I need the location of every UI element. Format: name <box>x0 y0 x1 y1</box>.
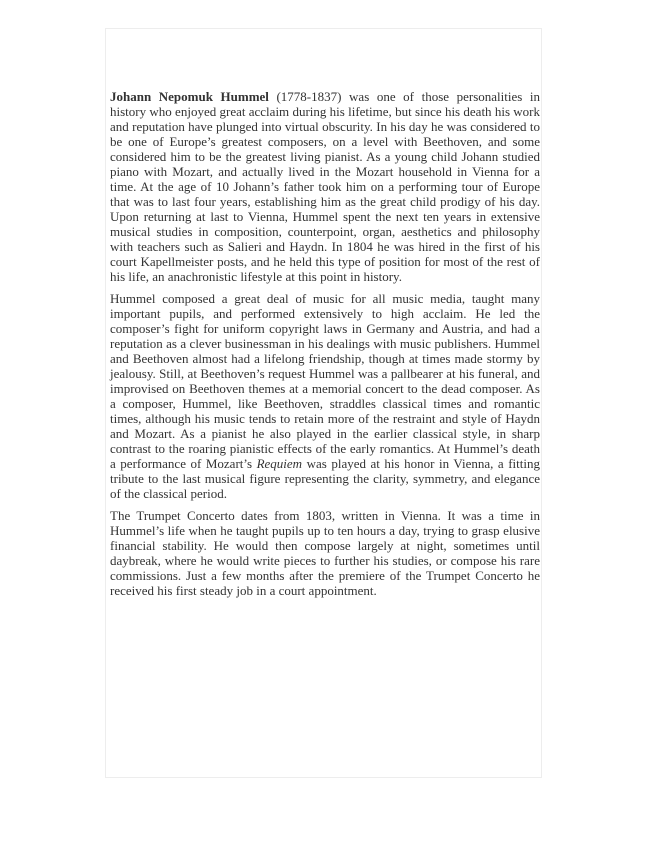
paragraph-biography-intro <box>110 89 540 284</box>
paragraph-composer-career <box>110 291 540 501</box>
paragraph-trumpet-concerto <box>110 508 540 598</box>
text-block <box>110 89 540 605</box>
document-page <box>105 28 542 778</box>
text-run-normal: was played at his honor in Vienna, a fitting tribute to the last musical figure representing the clarity, symmetry, and elegance of the classical period. <box>110 456 540 501</box>
text-run-italic: Requiem <box>256 456 303 471</box>
text-run-bold: Johann Nepomuk Hummel <box>110 89 269 104</box>
text-run-normal: The Trumpet Concerto dates from 1803, written in Vienna. It was a time in Hummel’s life when he taught pupils up to ten hours a day, trying to grasp elusive financial stability. He would then compose largely at night, sometimes until daybreak, where he would write pieces to further his studies, or compose his rare commissions. Just a few months after the premiere of the Trumpet Concerto he received his first steady job in a court appointment. <box>110 508 540 598</box>
text-run-normal: Hummel composed a great deal of music for all music media, taught many important pupils, and performed extensively to high acclaim. He led the composer’s fight for uniform copyright laws in Germany and Austria, and had a reputation as a clever businessman in his dealings with music publishers. Hummel and Beethoven almost had a lifelong friendship, though at times made stormy by jealousy. Still, at Beethoven’s request Hummel was a pallbearer at his funeral, and improvised on Beethoven themes at a memorial concert to the dead composer. As a composer, Hummel, like Beethoven, straddles classical times and romantic times, although his music tends to retain more of the restraint and style of Haydn and Mozart. As a pianist he also played in the earlier classical style, in sharp contrast to the roaring pianistic effects of the early romantics. At Hummel’s death a performance of Mozart’s <box>110 291 540 471</box>
text-run-normal: (1778-1837) was one of those personalities in history who enjoyed great acclaim during his lifetime, but since his death his work and reputation have plunged into virtual obscurity. In his day he was considered to be one of Europe’s greatest composers, on a level with Beethoven, and some considered him to be the greatest living pianist. As a young child Johann studied piano with Mozart, and actually lived in the Mozart household in Vienna for a time. At the age of 10 Johann’s father took him on a performing tour of Europe that was to last four years, establishing him as the great child prodigy of his day. Upon returning at last to Vienna, Hummel spent the next ten years in extensive musical studies in composition, counterpoint, organ, aesthetics and philosophy with teachers such as Salieri and Haydn. In 1804 he was hired in the first of his court Kapellmeister posts, and he held this type of position for most of the rest of his life, an anachronistic lifestyle at this point in history. <box>110 89 541 284</box>
